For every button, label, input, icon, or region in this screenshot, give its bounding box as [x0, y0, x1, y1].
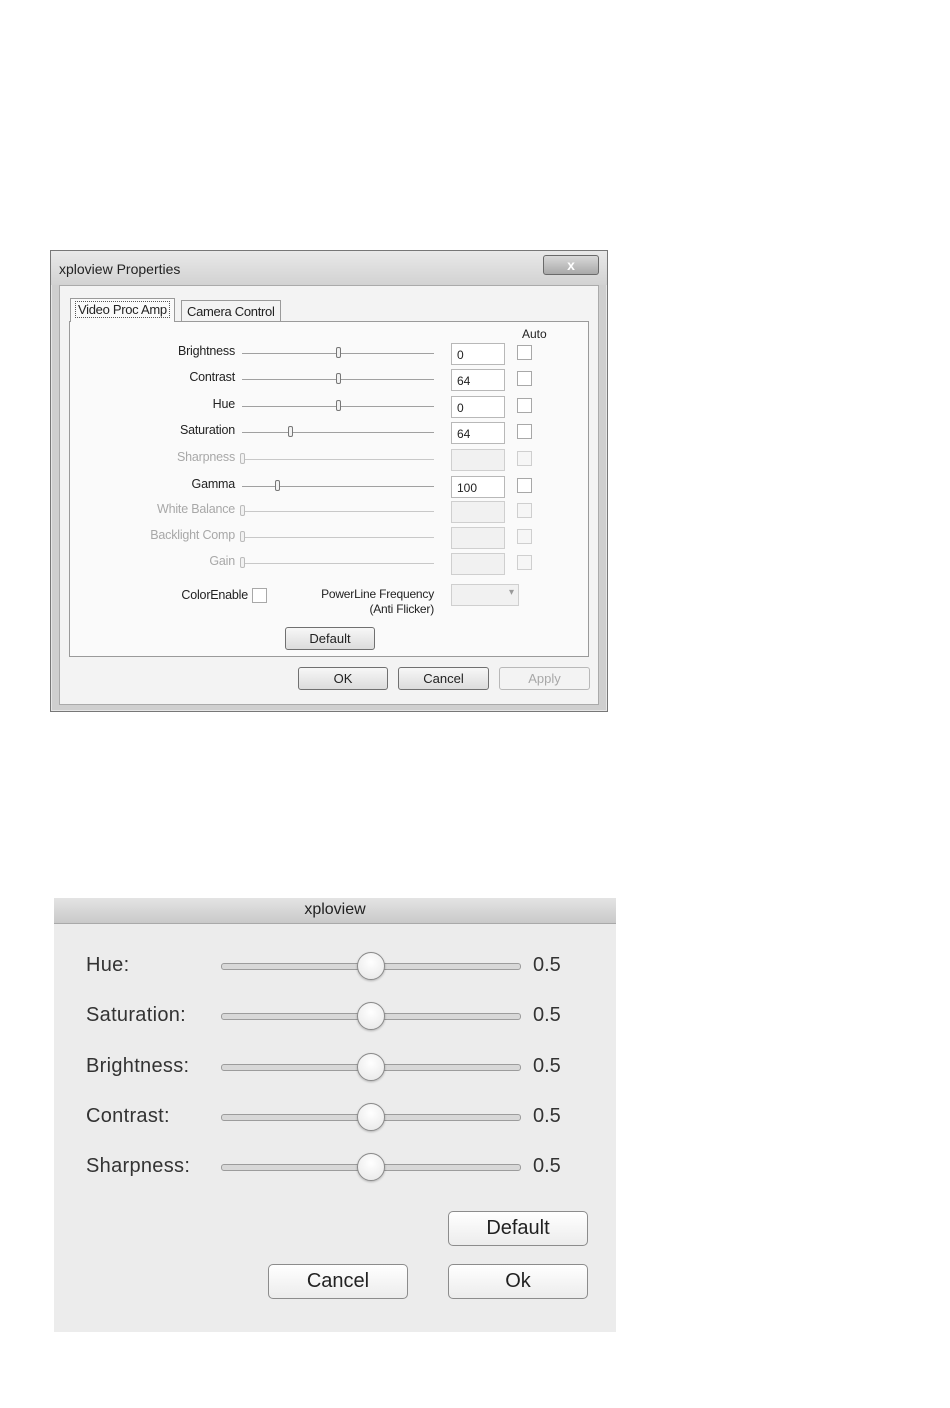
mac-hue-label: Hue: — [86, 954, 130, 976]
mac-sharpness-value: 0.5 — [533, 1155, 561, 1177]
default-button[interactable] — [285, 627, 375, 650]
mac-contrast-slider-knob[interactable] — [357, 1103, 385, 1131]
tab-label: Video Proc Amp — [78, 302, 167, 317]
brightness-value-field[interactable] — [451, 343, 505, 365]
color-enable-checkbox[interactable] — [252, 588, 267, 603]
white-balance-slider-thumb[interactable] — [240, 505, 245, 516]
gain-auto-checkbox[interactable] — [517, 555, 532, 570]
chevron-down-icon: ▾ — [508, 587, 514, 598]
hue-value-field[interactable] — [451, 396, 505, 418]
mac-brightness-label: Brightness: — [86, 1055, 190, 1077]
mac-saturation-slider-knob[interactable] — [357, 1002, 385, 1030]
mac-window-title: xploview — [304, 901, 366, 918]
auto-column-header: Auto — [522, 327, 547, 341]
mac-saturation-label: Saturation: — [86, 1004, 187, 1026]
white-balance-label: White Balance — [157, 502, 235, 516]
mac-sharpness-slider-knob[interactable] — [357, 1153, 385, 1181]
tab-video-proc-amp[interactable] — [70, 298, 175, 322]
mac-default-button-label: Default — [486, 1217, 550, 1239]
mac-brightness-slider[interactable] — [221, 1064, 521, 1071]
contrast-auto-checkbox[interactable] — [517, 371, 532, 386]
ok-button-label: OK — [333, 671, 353, 686]
hue-label: Hue — [212, 397, 235, 411]
white-balance-auto-checkbox[interactable] — [517, 503, 532, 518]
saturation-slider-thumb[interactable] — [288, 426, 293, 437]
gamma-auto-checkbox[interactable] — [517, 478, 532, 493]
mac-brightness-value: 0.5 — [533, 1055, 561, 1077]
brightness-slider-thumb[interactable] — [336, 347, 341, 358]
saturation-value: 64 — [457, 427, 471, 441]
properties-window — [50, 250, 608, 712]
close-button[interactable] — [543, 255, 599, 275]
gamma-value-field[interactable] — [451, 476, 505, 498]
mac-hue-slider-knob[interactable] — [357, 952, 385, 980]
brightness-value: 0 — [457, 348, 464, 362]
window-client-area — [59, 285, 599, 705]
hue-value: 0 — [457, 401, 464, 415]
hue-auto-checkbox[interactable] — [517, 398, 532, 413]
backlight-comp-slider[interactable] — [242, 537, 434, 538]
sharpness-slider[interactable] — [242, 459, 434, 460]
mac-contrast-label: Contrast: — [86, 1105, 170, 1127]
color-enable-label: ColorEnable — [181, 588, 248, 602]
cancel-button-label: Cancel — [423, 671, 464, 686]
saturation-slider[interactable] — [242, 432, 434, 433]
mac-contrast-value: 0.5 — [533, 1105, 561, 1127]
mac-adjustments-window — [54, 898, 616, 1332]
gamma-label: Gamma — [191, 477, 235, 491]
gain-slider-thumb[interactable] — [240, 557, 245, 568]
video-proc-amp-panel — [69, 321, 589, 657]
tab-camera-control[interactable] — [181, 300, 281, 322]
tab-label: Camera Control — [187, 304, 275, 319]
gamma-value: 100 — [457, 481, 478, 495]
mac-titlebar[interactable] — [54, 898, 616, 924]
mac-brightness-slider-knob[interactable] — [357, 1053, 385, 1081]
mac-sharpness-slider[interactable] — [221, 1164, 521, 1171]
gamma-slider-thumb[interactable] — [275, 480, 280, 491]
powerline-frequency-label: PowerLine Frequency — [321, 587, 434, 601]
mac-saturation-slider[interactable] — [221, 1013, 521, 1020]
mac-default-button[interactable] — [448, 1211, 588, 1246]
mac-ok-button[interactable] — [448, 1264, 588, 1299]
sharpness-value-field[interactable] — [451, 449, 505, 471]
apply-button-label: Apply — [528, 671, 561, 686]
cancel-button[interactable] — [398, 667, 489, 690]
contrast-slider[interactable] — [242, 379, 434, 380]
brightness-slider[interactable] — [242, 353, 434, 354]
saturation-value-field[interactable] — [451, 422, 505, 444]
backlight-comp-slider-thumb[interactable] — [240, 531, 245, 542]
brightness-label: Brightness — [177, 344, 235, 358]
sharpness-slider-thumb[interactable] — [240, 453, 245, 464]
backlight-comp-value-field[interactable] — [451, 527, 505, 549]
mac-saturation-value: 0.5 — [533, 1004, 561, 1026]
contrast-value-field[interactable] — [451, 369, 505, 391]
saturation-auto-checkbox[interactable] — [517, 424, 532, 439]
brightness-auto-checkbox[interactable] — [517, 345, 532, 360]
window-titlebar[interactable] — [51, 251, 607, 285]
mac-sharpness-label: Sharpness: — [86, 1155, 191, 1177]
default-button-label: Default — [309, 631, 351, 646]
mac-contrast-slider[interactable] — [221, 1114, 521, 1121]
mac-hue-value: 0.5 — [533, 954, 561, 976]
gamma-slider[interactable] — [242, 486, 434, 487]
contrast-value: 64 — [457, 374, 471, 388]
saturation-label: Saturation — [180, 423, 235, 437]
contrast-label: Contrast — [189, 370, 235, 384]
backlight-comp-auto-checkbox[interactable] — [517, 529, 532, 544]
mac-cancel-button-label: Cancel — [306, 1270, 370, 1292]
sharpness-auto-checkbox[interactable] — [517, 451, 532, 466]
powerline-frequency-select[interactable] — [451, 584, 519, 606]
hue-slider[interactable] — [242, 406, 434, 407]
white-balance-slider[interactable] — [242, 511, 434, 512]
mac-ok-button-label: Ok — [505, 1270, 531, 1292]
window-title: xploview Properties — [59, 261, 181, 277]
contrast-slider-thumb[interactable] — [336, 373, 341, 384]
hue-slider-thumb[interactable] — [336, 400, 341, 411]
gain-value-field[interactable] — [451, 553, 505, 575]
sharpness-label: Sharpness — [177, 450, 235, 464]
ok-button[interactable] — [298, 667, 388, 690]
gain-label: Gain — [209, 554, 235, 568]
apply-button[interactable] — [499, 667, 590, 690]
mac-cancel-button[interactable] — [268, 1264, 408, 1299]
backlight-comp-label: Backlight Comp — [150, 528, 235, 542]
powerline-anti-flicker-label: (Anti Flicker) — [369, 602, 434, 616]
mac-hue-slider[interactable] — [221, 963, 521, 970]
gain-slider[interactable] — [242, 563, 434, 564]
white-balance-value-field[interactable] — [451, 501, 505, 523]
close-icon: x — [567, 257, 575, 273]
